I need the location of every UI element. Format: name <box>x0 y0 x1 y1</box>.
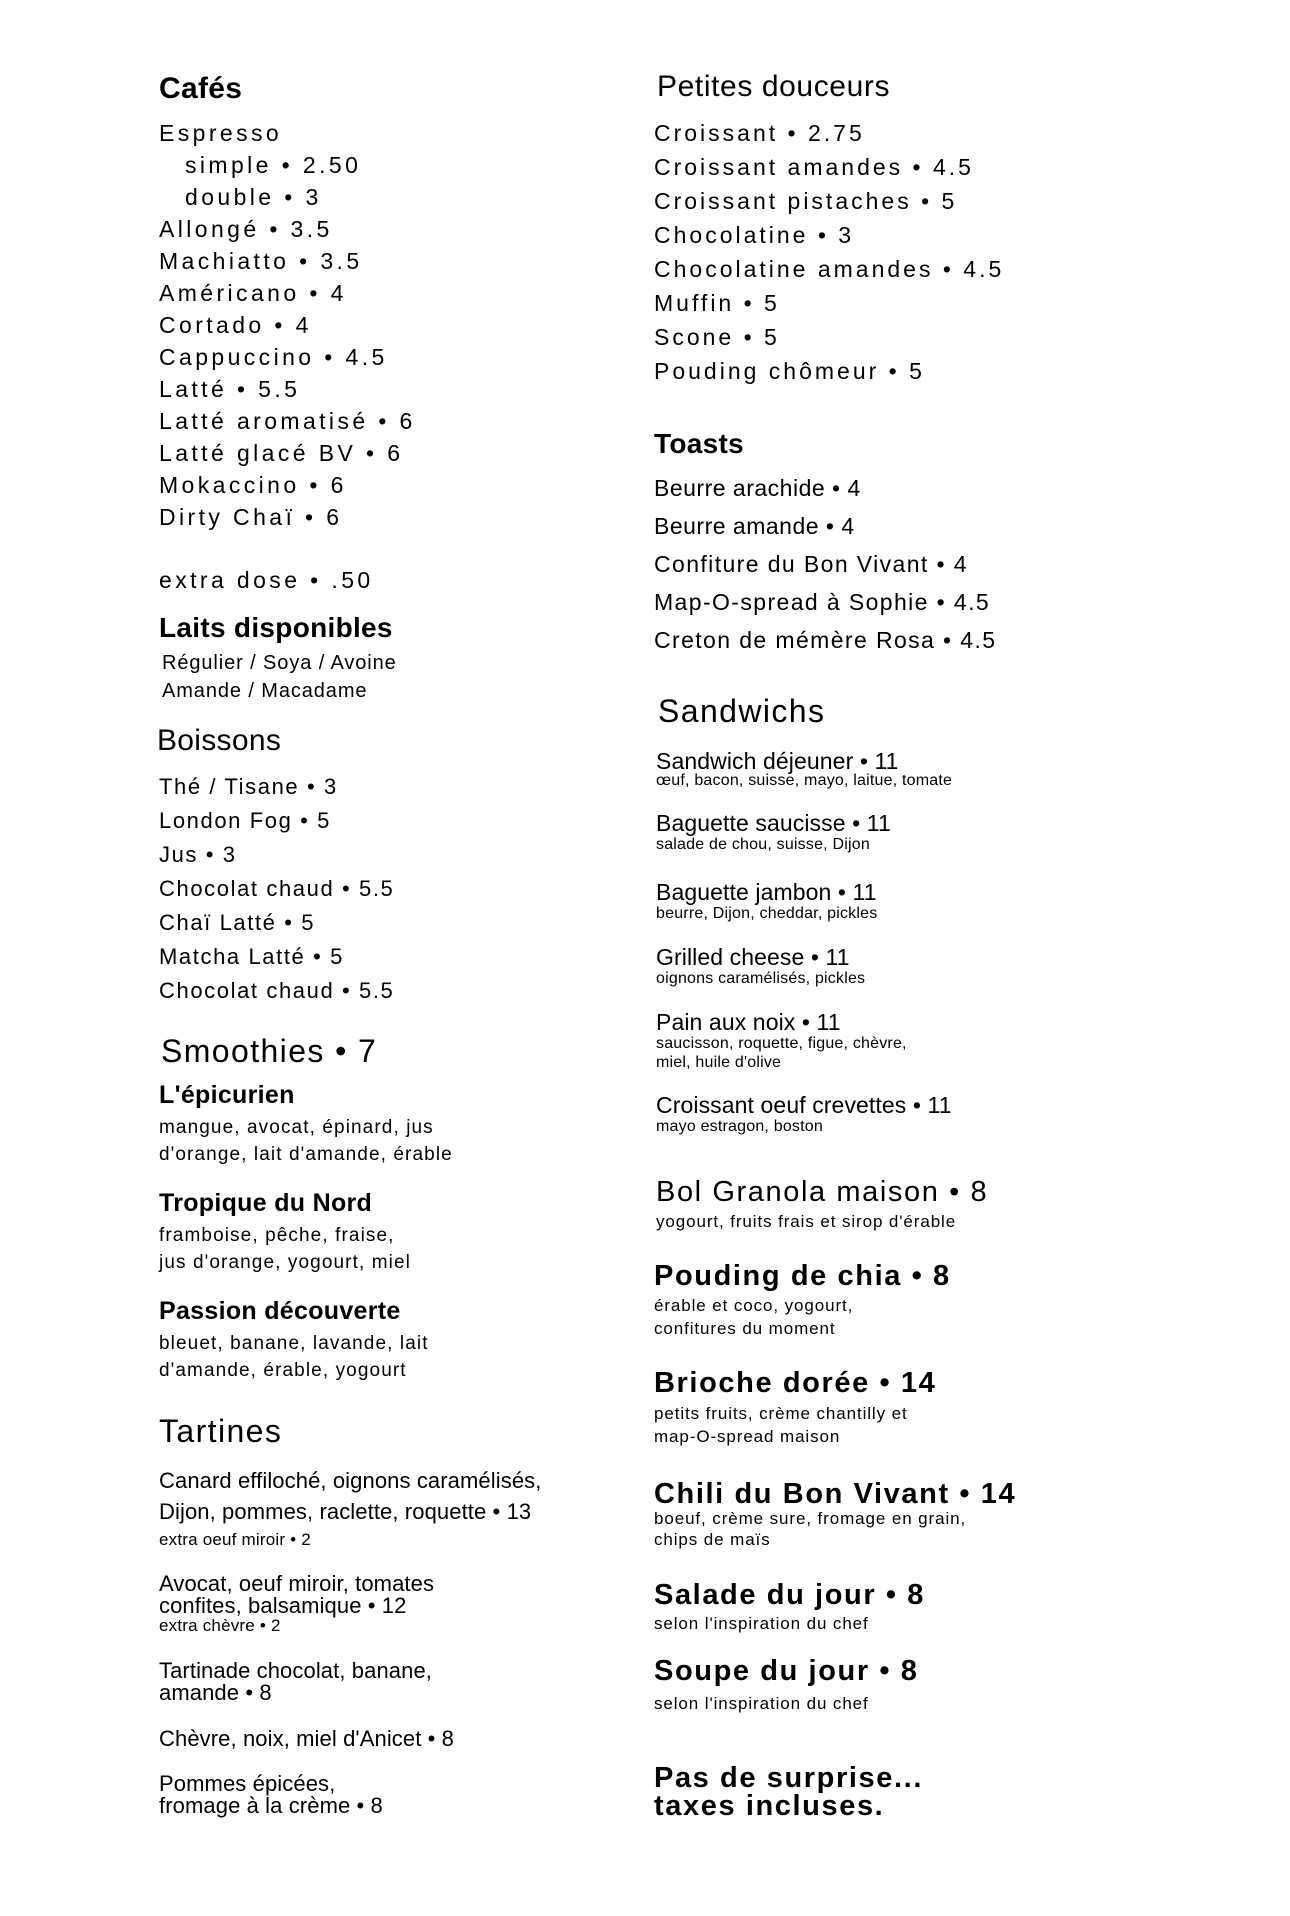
menu-item: Scone • 5 <box>654 324 780 350</box>
smoothie-desc: d'amande, érable, yogourt <box>159 1360 407 1381</box>
section-title-toasts: Toasts <box>654 428 744 459</box>
menu-item: Chocolat chaud • 5.5 <box>159 978 395 1003</box>
sandwich-name: Baguette saucisse • 11 <box>656 810 891 836</box>
sandwich-desc: salade de chou, suisse, Dijon <box>656 836 870 853</box>
dish-name-chili: Chili du Bon Vivant • 14 <box>654 1478 1017 1510</box>
menu-item: Cortado • 4 <box>159 312 312 338</box>
dish-desc: chips de maïs <box>654 1530 771 1549</box>
tartine-extra: extra oeuf miroir • 2 <box>159 1530 311 1549</box>
section-title-tartines: Tartines <box>159 1413 283 1449</box>
tartine-line: Avocat, oeuf miroir, tomates <box>159 1571 435 1596</box>
menu-item: Jus • 3 <box>159 842 237 867</box>
sandwich-desc: mayo estragon, boston <box>656 1118 823 1135</box>
smoothie-desc: d'orange, lait d'amande, érable <box>159 1144 453 1165</box>
dish-desc: selon l'inspiration du chef <box>654 1694 869 1713</box>
menu-item: Chocolatine amandes • 4.5 <box>654 256 1005 282</box>
menu-item: Thé / Tisane • 3 <box>159 774 338 799</box>
smoothie-name: L'épicurien <box>159 1081 295 1109</box>
dish-name-granola: Bol Granola maison • 8 <box>656 1176 989 1208</box>
smoothie-name: Passion découverte <box>159 1297 401 1325</box>
dish-name-soupe: Soupe du jour • 8 <box>654 1655 919 1687</box>
menu-item: Croissant • 2.75 <box>654 120 865 146</box>
menu-item: Machiatto • 3.5 <box>159 248 363 274</box>
section-title-smoothies: Smoothies • 7 <box>161 1033 378 1069</box>
menu-item: Beurre amande • 4 <box>654 513 855 539</box>
milk-options-line: Régulier / Soya / Avoine <box>162 652 397 674</box>
menu-item: Chaï Latté • 5 <box>159 910 316 935</box>
sandwich-name: Pain aux noix • 11 <box>656 1009 841 1035</box>
menu-item-extra: extra dose • .50 <box>159 567 374 593</box>
menu-item: Matcha Latté • 5 <box>159 944 344 969</box>
menu-item: Mokaccino • 6 <box>159 472 347 498</box>
section-title-cafes: Cafés <box>159 72 243 105</box>
smoothie-desc: mangue, avocat, épinard, jus <box>159 1117 434 1138</box>
tartine-line: Dijon, pommes, raclette, roquette • 13 <box>159 1499 532 1524</box>
sandwich-desc: oignons caramélisés, pickles <box>656 970 866 987</box>
menu-item: Espresso <box>159 120 283 146</box>
sandwich-name: Croissant oeuf crevettes • 11 <box>656 1092 952 1118</box>
sandwich-desc: beurre, Dijon, cheddar, pickles <box>656 905 878 922</box>
menu-item: simple • 2.50 <box>185 152 362 178</box>
dish-desc: confitures du moment <box>654 1319 836 1338</box>
section-title-laits: Laits disponibles <box>159 612 393 643</box>
sandwich-desc: miel, huile d'olive <box>656 1054 782 1071</box>
dish-desc: boeuf, crème sure, fromage en grain, <box>654 1509 967 1528</box>
menu-item: Dirty Chaï • 6 <box>159 504 343 530</box>
dish-name-chia: Pouding de chia • 8 <box>654 1260 951 1292</box>
menu-item: Latté • 5.5 <box>159 376 301 402</box>
sandwich-desc: saucisson, roquette, figue, chèvre, <box>656 1035 907 1052</box>
dish-desc: selon l'inspiration du chef <box>654 1614 869 1633</box>
tartine-line: confites, balsamique • 12 <box>159 1593 407 1618</box>
footer-note: Pas de surprise... <box>654 1762 923 1794</box>
section-title-sandwichs: Sandwichs <box>658 693 826 729</box>
menu-item: Beurre arachide • 4 <box>654 475 861 501</box>
menu-item: double • 3 <box>185 184 322 210</box>
section-title-douceurs: Petites douceurs <box>657 70 891 103</box>
menu-item: Croissant amandes • 4.5 <box>654 154 974 180</box>
menu-item: Américano • 4 <box>159 280 347 306</box>
tartine-line: Tartinade chocolat, banane, <box>159 1658 433 1683</box>
menu-item: Chocolat chaud • 5.5 <box>159 876 395 901</box>
section-title-boissons: Boissons <box>157 724 282 757</box>
sandwich-name: Sandwich déjeuner • 11 <box>656 748 899 774</box>
sandwich-desc: œuf, bacon, suisse, mayo, laitue, tomate <box>656 772 953 789</box>
tartine-extra: extra chèvre • 2 <box>159 1616 281 1635</box>
dish-desc: yogourt, fruits frais et sirop d'érable <box>656 1212 957 1231</box>
menu-item: Creton de mémère Rosa • 4.5 <box>654 627 997 653</box>
tartine-line: Chèvre, noix, miel d'Anicet • 8 <box>159 1726 455 1751</box>
menu-item: Latté aromatisé • 6 <box>159 408 416 434</box>
menu-item: Cappuccino • 4.5 <box>159 344 388 370</box>
menu-item: Chocolatine • 3 <box>654 222 855 248</box>
footer-note: taxes incluses. <box>654 1790 885 1822</box>
dish-name-brioche: Brioche dorée • 14 <box>654 1367 937 1399</box>
dish-desc: petits fruits, crème chantilly et <box>654 1404 908 1423</box>
smoothie-desc: bleuet, banane, lavande, lait <box>159 1333 429 1354</box>
tartine-line: Canard effiloché, oignons caramélisés, <box>159 1468 542 1493</box>
tartine-line: fromage à la crème • 8 <box>159 1793 383 1818</box>
menu-item: Croissant pistaches • 5 <box>654 188 958 214</box>
menu-item: Pouding chômeur • 5 <box>654 358 925 384</box>
tartine-line: Pommes épicées, <box>159 1771 336 1796</box>
menu-item: Muffin • 5 <box>654 290 780 316</box>
menu-item: Allongé • 3.5 <box>159 216 333 242</box>
sandwich-name: Baguette jambon • 11 <box>656 879 877 905</box>
menu-item: Map-O-spread à Sophie • 4.5 <box>654 589 991 615</box>
dish-name-salade: Salade du jour • 8 <box>654 1579 926 1611</box>
dish-desc: érable et coco, yogourt, <box>654 1296 854 1315</box>
smoothie-desc: jus d'orange, yogourt, miel <box>159 1252 411 1273</box>
smoothie-desc: framboise, pêche, fraise, <box>159 1225 395 1246</box>
menu-item: Confiture du Bon Vivant • 4 <box>654 551 968 577</box>
menu-item: London Fog • 5 <box>159 808 331 833</box>
tartine-line: amande • 8 <box>159 1680 272 1705</box>
menu-item: Latté glacé BV • 6 <box>159 440 404 466</box>
smoothie-name: Tropique du Nord <box>159 1189 373 1217</box>
dish-desc: map-O-spread maison <box>654 1427 841 1446</box>
sandwich-name: Grilled cheese • 11 <box>656 944 850 970</box>
milk-options-line: Amande / Macadame <box>162 680 368 702</box>
